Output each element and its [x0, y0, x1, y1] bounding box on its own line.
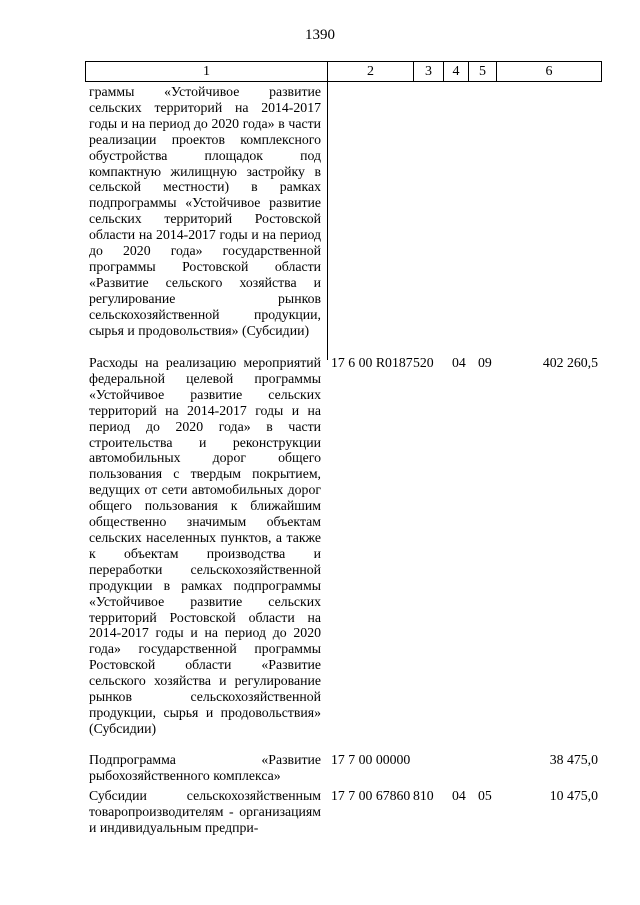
table-row-amount: 10 475,0 [549, 788, 598, 803]
table-row-code: 17 7 00 00000 [331, 752, 411, 767]
page-number: 1390 [305, 27, 335, 43]
column-divider-1 [327, 82, 328, 360]
table-row-code: 17 7 00 67860 [331, 788, 411, 803]
table-row-col3: 810 [413, 788, 434, 803]
header-col-2: 2 [328, 62, 414, 81]
table-row-col5: 09 [478, 355, 492, 370]
table-row-description: Субсидии сельскохозяйственным товаропроизводителям - организациям и индивидуальным предпри- [89, 788, 321, 835]
table-row-code: 17 6 00 R0187 [331, 355, 413, 370]
header-col-5: 5 [469, 62, 497, 81]
table-row-amount: 402 260,5 [542, 355, 598, 370]
header-col-3: 3 [414, 62, 444, 81]
header-col-4: 4 [444, 62, 469, 81]
table-row-amount: 38 475,0 [549, 752, 598, 767]
table-row-col3: 520 [413, 355, 434, 370]
table-header [85, 61, 602, 82]
table-row-col4: 04 [452, 355, 466, 370]
table-row-description: граммы «Устойчивое развитие сельских территорий на 2014-2017 годы и на период до 2020 года» в части реализации проектов комплексного обустройства площадок под компактную жилищную застройку в сельской местности) в рамках подпрограммы «Устойчивое развитие сельских территорий Ростовской области на 2014-2017 годы и на период до 2020 года» государственной программы Ростовской области «Развитие сельского хозяйства и регулирование рынков сельскохозяйственной продукции, сырья и продовольствия» (Субсидии) [89, 84, 321, 338]
table-row-description: Расходы на реализацию мероприятий федеральной целевой программы «Устойчивое развитие сельских территорий на 2014-2017 годы и на период до 2020 года» в части строительства и реконструкции автомобильных дорог общего пользования с твердым покрытием, ведущих от сети автомобильных дорог общего пользования к ближайшим общественно значимым объектам сельских населенных пунктов, а также к объектам производства и переработки сельскохозяйственной продукции в рамках подпрограммы «Устойчивое развитие сельских территорий Ростовской области на 2014-2017 годы и на период до 2020 года» государственной программы Ростовской области «Развитие сельского хозяйства и регулирование рынков сельскохозяйственной продукции, сырья и продовольствия» (Субсидии) [89, 355, 321, 736]
table-row-description: Подпрограмма «Развитие рыбохозяйственного комплекса» [89, 752, 321, 783]
table-row-col5: 05 [478, 788, 492, 803]
header-col-6: 6 [545, 64, 553, 79]
header-col-1: 1 [86, 62, 328, 81]
table-row-col4: 04 [452, 788, 466, 803]
